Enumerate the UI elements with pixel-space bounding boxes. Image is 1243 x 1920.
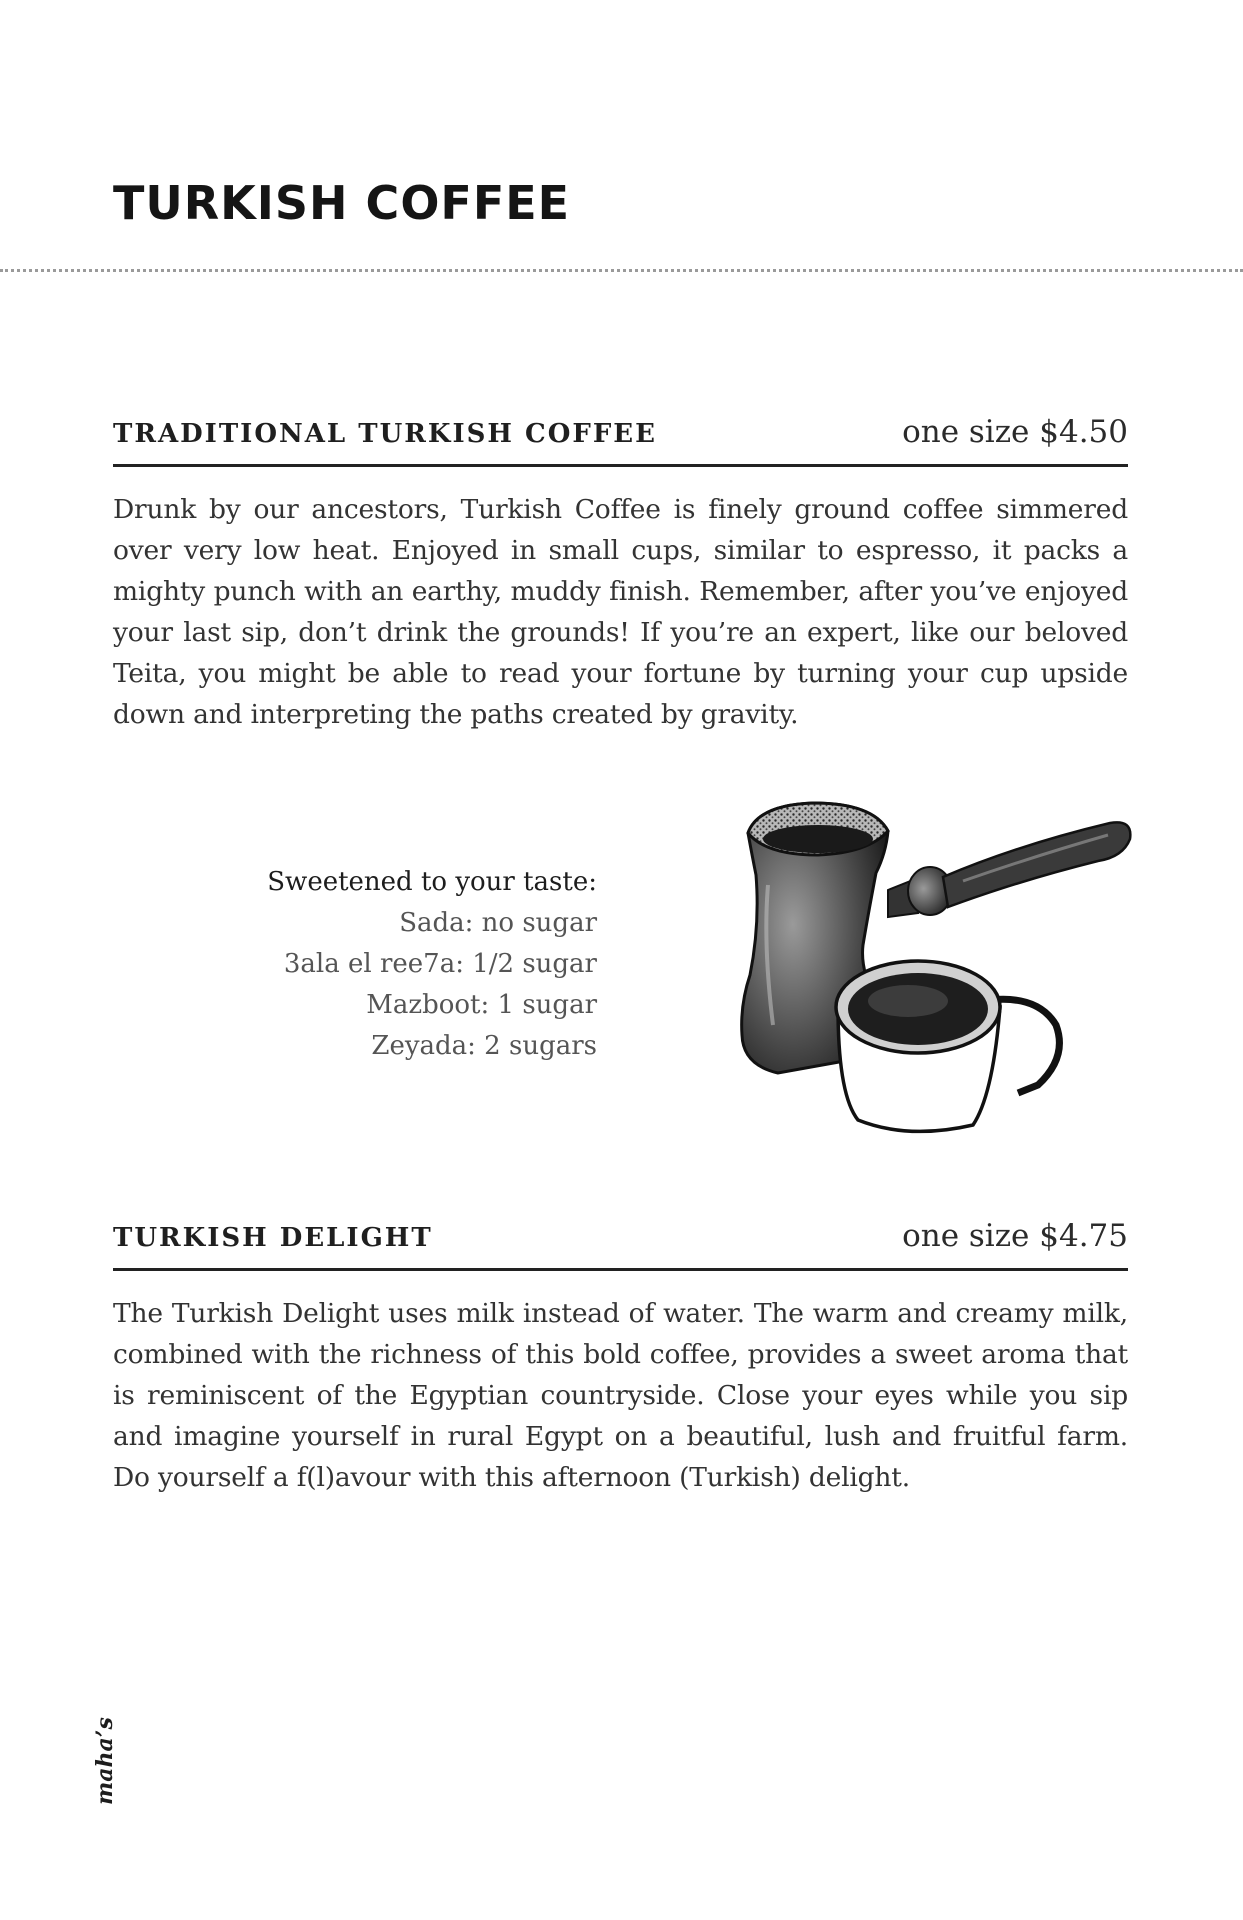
sweetness-option: Zeyada: 2 sugars — [371, 1031, 597, 1061]
item-description: Drunk by our ancestors, Turkish Coffee is finely ground coffee simmered over very low heat. Enjoyed in small cups, similar to espresso, it packs a mighty punch with an earthy, muddy finish. Remember, after you’ve enjoyed your last sip, don’t drink the grounds! If you’re an expert, like our beloved Teita, you might be able to read your fortune by turning your cup upside down and interpreting the paths created by gravity. — [113, 494, 1128, 730]
sweetness-option: Sada: no sugar — [399, 908, 597, 938]
page-title: TURKISH COFFEE — [113, 176, 571, 230]
brand-name: maha’s — [92, 1717, 118, 1805]
item-price: one size $4.75 — [902, 1218, 1128, 1254]
item-name: TURKISH DELIGHT — [113, 1223, 433, 1253]
coffee-pot-and-cup-illustration — [738, 795, 1138, 1140]
sweetness-option: 3ala el ree7a: 1/2 sugar — [283, 949, 597, 979]
item-header — [113, 414, 1128, 467]
sweetness-options — [267, 862, 597, 1067]
item-header — [113, 1218, 1128, 1271]
sweetness-title: Sweetened to your taste: — [267, 867, 597, 897]
pot-handle — [888, 822, 1130, 917]
item-price: one size $4.50 — [902, 414, 1128, 450]
item-name: TRADITIONAL TURKISH COFFEE — [113, 419, 657, 449]
sweetness-option: Mazboot: 1 sugar — [366, 990, 597, 1020]
menu-item-traditional-turkish-coffee — [113, 414, 1128, 735]
menu-item-turkish-delight — [113, 1218, 1128, 1498]
dotted-divider — [0, 269, 1243, 272]
item-description: The Turkish Delight uses milk instead of water. The warm and creamy milk, combined with the richness of this bold coffee, provides a sweet aroma that is reminiscent of the Egyptian countryside. Close your eyes while you sip and imagine yourself in rural Egypt on a beautiful, lush and fruitful farm. Do yourself a f(l)avour with this afternoon (Turkish) delight. — [113, 1298, 1128, 1493]
coffee-cup — [836, 961, 1059, 1131]
